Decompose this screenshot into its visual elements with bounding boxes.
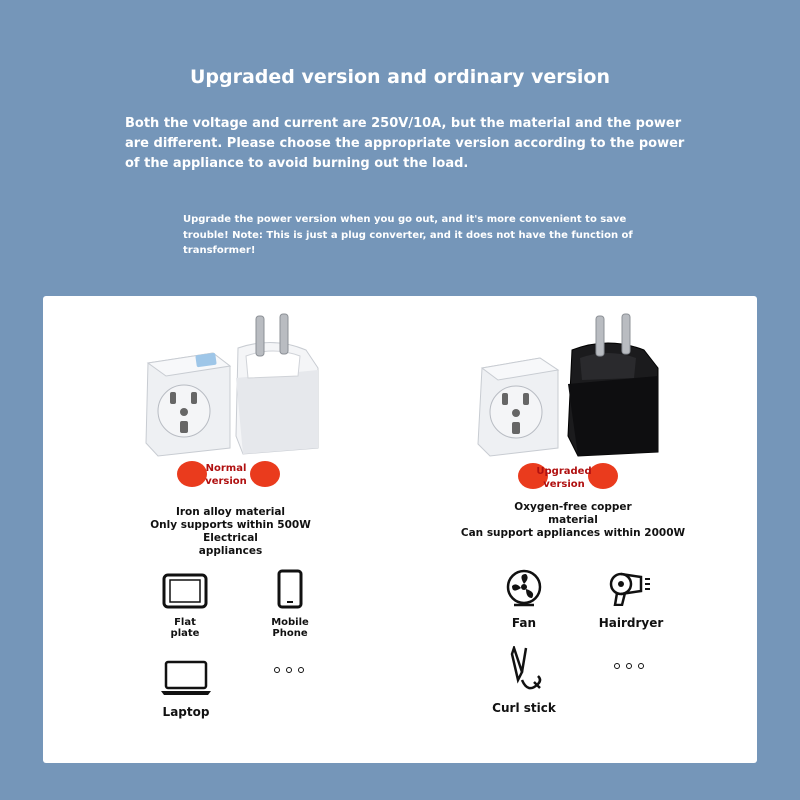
upgraded-plug-image — [468, 306, 698, 461]
mobile-phone-label: Mobile Phone — [271, 617, 309, 639]
curling-iron-icon — [508, 646, 544, 696]
fan-label: Fan — [511, 616, 537, 630]
tablet-label: Flat plate — [170, 617, 200, 639]
normal-version-label: Normal version — [205, 463, 247, 487]
fan-icon — [504, 568, 544, 608]
more-dots-icon — [274, 667, 304, 673]
upgraded-material-text: Oxygen-free copper material Can support appliances within 2000W — [460, 501, 686, 539]
page-title: Upgraded version and ordinary version — [189, 66, 611, 88]
normal-plug-image — [118, 308, 348, 458]
laptop-label: Laptop — [162, 705, 210, 719]
tablet-icon — [162, 573, 208, 609]
hairdryer-icon — [608, 572, 652, 606]
description-text: Both the voltage and current are 250V/10A, but the material and the power are different. Please choose the appropriate version according to the power of the appliance to avoid burning out the load. — [125, 116, 685, 171]
normal-material-text: Iron alloy material Only supports within 500W Electrical appliances — [150, 506, 311, 557]
laptop-icon — [160, 660, 212, 696]
mobile-phone-icon — [277, 569, 303, 609]
more-dots-icon — [614, 663, 644, 669]
hairdryer-label: Hairdryer — [598, 616, 664, 630]
note-text: Upgrade the power version when you go out, and it's more convenient to save trouble! Note: This is just a plug converter, and it does not have the function of transformer! — [183, 214, 633, 256]
upgraded-version-label: Upgraded version — [536, 466, 592, 490]
curling-iron-label: Curl stick — [492, 701, 556, 715]
comparison-card — [43, 296, 757, 763]
